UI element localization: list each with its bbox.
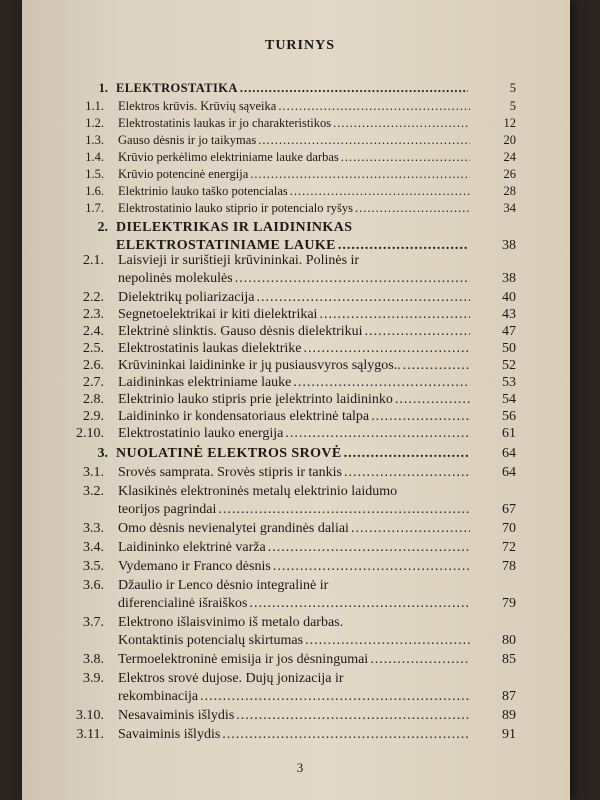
toc-entry-number: 3.4. (83, 540, 104, 555)
toc-page-number: 38 (502, 238, 516, 253)
toc-entry-title: Džaulio ir Lenco dėsnio integralinė ir (118, 578, 329, 593)
toc-page-number: 64 (502, 465, 516, 480)
dot-leader (268, 539, 470, 557)
page-title: TURINYS (264, 38, 335, 53)
toc-page-number: 53 (502, 375, 516, 390)
toc-page-number: 78 (502, 559, 516, 574)
toc-page-number: 70 (502, 521, 516, 536)
dot-leader (235, 270, 470, 288)
toc-page-number: 89 (502, 708, 516, 723)
toc-entry-title: nepolinės molekulės (118, 271, 233, 286)
dot-leader (333, 115, 470, 131)
dot-leader (370, 651, 470, 669)
toc-entry-number: 2.6. (83, 358, 104, 373)
toc-entry-title: NUOLATINĖ ELEKTROS SROVĖ (116, 446, 342, 461)
dot-leader (371, 408, 470, 426)
dot-leader (341, 149, 470, 165)
toc-entry-title: teorijos pagrindai (118, 502, 217, 517)
toc-entry-number: 3.11. (76, 727, 104, 742)
toc-entry-number: 3. (97, 446, 108, 461)
toc-entry-title: diferencialinė išraiškos (118, 596, 248, 611)
toc-entry-title: Segnetoelektrikai ir kiti dielektrikai (118, 307, 318, 322)
dot-leader (222, 726, 470, 744)
toc-entry-number: 3.1. (83, 465, 104, 480)
toc-entry-title: Elektrostatinio lauko stiprio ir potencialo ryšys (118, 201, 354, 215)
toc-entry-number: 2.9. (83, 409, 104, 424)
toc-entry-title: Elektros srovė dujose. Dujų jonizacija ir (118, 671, 344, 686)
toc-page-number: 85 (502, 652, 516, 667)
toc-entry-number: 1.1. (85, 99, 104, 113)
toc-entry-title: DIELEKTRIKAS IR LAIDININKAS (116, 220, 353, 235)
toc-page-number: 12 (503, 116, 516, 130)
toc-entry-number: 1.3. (85, 133, 104, 147)
toc-page-number: 43 (502, 307, 516, 322)
dot-leader (250, 166, 470, 182)
dot-leader (304, 340, 470, 358)
toc-entry-number: 3.2. (83, 484, 104, 499)
toc-page-number: 5 (509, 81, 516, 95)
toc-entry-title: Elektrono išlaisvinimo iš metalo darbas. (118, 615, 344, 630)
toc-page-number: 24 (503, 150, 516, 164)
toc-entry-title: Laidininkas elektriniame lauke (118, 375, 292, 390)
toc-page-number: 87 (502, 689, 516, 704)
toc-entry-title: ELEKTROSTATIKA (116, 81, 238, 95)
toc-entry-number: 1.6. (85, 184, 104, 198)
toc-entry-title: Krūvininkai laidininke ir jų pusiausvyros sąlygos.. (118, 358, 401, 373)
toc-entry-number: 1.5. (85, 167, 104, 181)
toc-page-number: 54 (502, 392, 516, 407)
dot-leader (256, 289, 470, 307)
toc-entry-title: Elektrinio lauko taško potencialas (118, 184, 288, 198)
toc-page-number: 79 (502, 596, 516, 611)
toc-entry-number: 2.8. (83, 392, 104, 407)
dot-leader (290, 183, 470, 199)
toc-entry-title: Klasikinės elektroninės metalų elektrinio laidumo (118, 484, 398, 499)
toc-entry-title: Srovės samprata. Srovės stipris ir tankis (118, 465, 342, 480)
dot-leader (200, 688, 470, 706)
toc-entry-title: Elektrostatinis laukas dielektrike (118, 341, 302, 356)
toc-page-number: 26 (503, 167, 516, 181)
toc-entry-number: 1.7. (85, 201, 104, 215)
toc-entry-title: Gauso dėsnis ir jo taikymas (118, 133, 257, 147)
dot-leader (236, 707, 470, 725)
toc-page-number: 40 (502, 290, 516, 305)
toc-entry-number: 3.5. (83, 559, 104, 574)
dot-leader (305, 632, 470, 650)
toc-entry-number: 2.3. (83, 307, 104, 322)
toc-entry-number: 3.7. (83, 615, 104, 630)
toc-entry-title: Termoelektroninė emisija ir jos dėsningumai (118, 652, 369, 667)
toc-page-number: 50 (502, 341, 516, 356)
toc-entry-number: 1.2. (85, 116, 104, 130)
toc-entry-title: Kontaktinis potencialų skirtumas (118, 633, 304, 648)
toc-page-number: 34 (503, 201, 516, 215)
dot-leader (344, 464, 470, 482)
dot-leader (258, 132, 470, 148)
dot-leader (249, 595, 470, 613)
dot-leader (355, 200, 470, 216)
toc-entry-title: ELEKTROSTATINIAME LAUKE (116, 238, 336, 253)
toc-page-number: 28 (503, 184, 516, 198)
toc-entry-title: rekombinacija (118, 689, 199, 704)
toc-page-number: 52 (502, 358, 516, 373)
toc-entry-title: Elektrinio lauko stipris prie įelektrinto laidininko (118, 392, 393, 407)
toc-entry-number: 2.5. (83, 341, 104, 356)
toc-entry-title: Krūvio perkėlimo elektriniame lauke darbas (118, 150, 339, 164)
toc-entry-number: 1.4. (85, 150, 104, 164)
toc-entry-title: Laidininko ir kondensatoriaus elektrinė talpa (118, 409, 370, 424)
toc-entry-number: 2.7. (83, 375, 104, 390)
dot-leader (293, 374, 470, 392)
page-number-footer: 3 (296, 760, 304, 775)
toc-page-number: 56 (502, 409, 516, 424)
toc-entry-number: 3.8. (83, 652, 104, 667)
dot-leader (403, 357, 470, 375)
toc-page-number: 67 (502, 502, 516, 517)
toc-entry-title: Dielektrikų poliarizacija (118, 290, 255, 305)
toc-entry-number: 2.2. (83, 290, 104, 305)
dot-leader (278, 98, 470, 114)
dot-leader (240, 80, 468, 96)
toc-page-number: 47 (502, 324, 516, 339)
toc-page-number: 61 (502, 426, 516, 441)
toc-entry-number: 3.9. (83, 671, 104, 686)
dot-leader (351, 520, 470, 538)
toc-entry-title: Elektros krūvis. Krūvių sąveika (118, 99, 277, 113)
toc-page-number: 5 (509, 99, 516, 113)
dot-leader (285, 425, 470, 443)
toc-page-number: 20 (503, 133, 516, 147)
toc-entry-number: 3.3. (83, 521, 104, 536)
toc-entry-number: 2. (97, 220, 108, 235)
toc-entry-number: 2.1. (83, 253, 104, 268)
toc-entry-number: 1. (98, 81, 108, 95)
toc-entry-title: Omo dėsnis nevienalytei grandinės daliai (118, 521, 349, 536)
toc-entry-title: Laisvieji ir surištieji krūvininkai. Polinės ir (118, 253, 360, 268)
toc-page-number: 38 (502, 271, 516, 286)
toc-entry-number: 3.10. (76, 708, 104, 723)
toc-entry-title: Vydemano ir Franco dėsnis (118, 559, 271, 574)
toc-entry-title: Laidininko elektrinė varža (118, 540, 266, 555)
dot-leader (319, 306, 470, 324)
toc-entry-title: Krūvio potencinė energija (118, 167, 249, 181)
toc-entry-title: Nesavaiminis išlydis (118, 708, 235, 723)
dot-leader (395, 391, 470, 409)
dot-leader (273, 558, 470, 576)
dot-leader (344, 445, 468, 463)
toc-page-number: 80 (502, 633, 516, 648)
toc-page-number: 91 (502, 727, 516, 742)
toc-entry-number: 2.4. (83, 324, 104, 339)
toc-entry-title: Savaiminis išlydis (118, 727, 221, 742)
toc-page-number: 72 (502, 540, 516, 555)
toc-entry-number: 3.6. (83, 578, 104, 593)
toc-entry-title: Elektrinė slinktis. Gauso dėsnis dielektrikui (118, 324, 363, 339)
dot-leader (218, 501, 470, 519)
toc-entry-title: Elektrostatinis laukas ir jo charakteristikos (118, 116, 332, 130)
toc-entry-number: 2.10. (76, 426, 104, 441)
dot-leader (365, 323, 470, 341)
toc-page-number: 64 (502, 446, 516, 461)
toc-entry-title: Elektrostatinio lauko energija (118, 426, 284, 441)
